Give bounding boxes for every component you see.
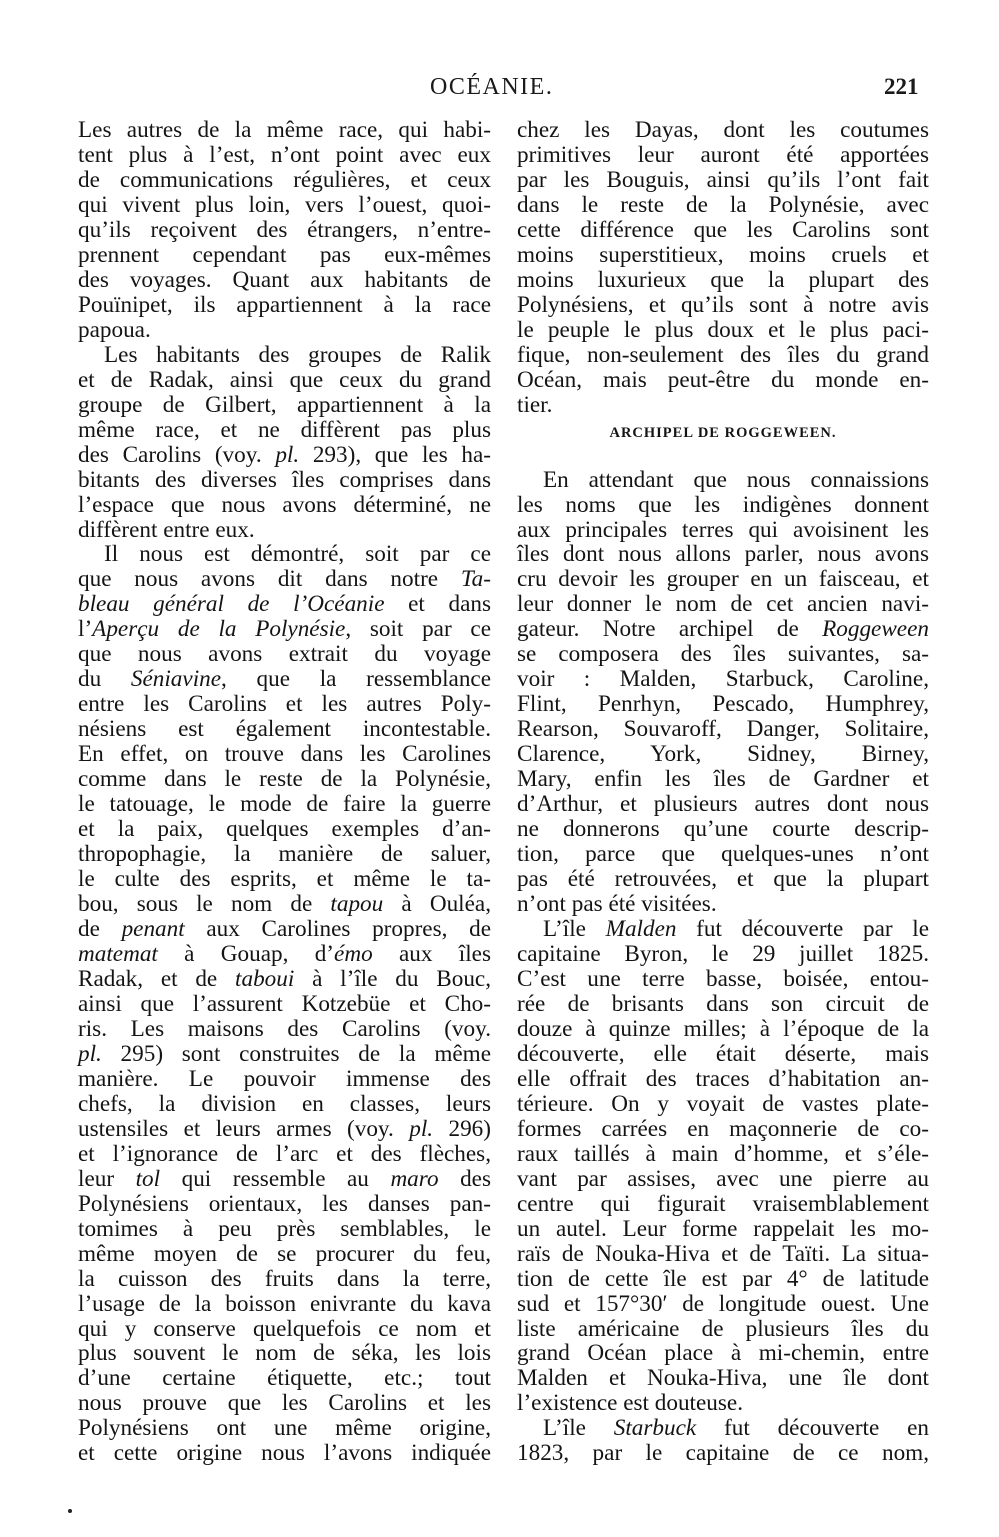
text-line: cette différence que les Carolins sont <box>517 216 929 243</box>
text-line: d’Arthur, et plusieurs autres dont nous <box>517 791 929 818</box>
text-line <box>78 1042 491 1067</box>
text-run: fut découverte en <box>696 1415 929 1442</box>
text-run: , que la ressemblance <box>221 666 492 693</box>
text-line: Mary, enfin les îles de Gardner et <box>517 766 929 793</box>
text-line <box>517 617 929 642</box>
text-line: qui vivent plus loin, vers l’ouest, quoi- <box>78 191 491 218</box>
text-line <box>517 1416 929 1441</box>
text-line: dans le reste de la Polynésie, avec <box>517 191 929 218</box>
italic-run: penant <box>121 916 185 942</box>
text-line: que nous avons extrait du voyage <box>78 641 491 668</box>
text-line: groupe de Gilbert, appartiennent à la <box>78 391 491 418</box>
text-line: 1823, par le capitaine de ce nom, <box>517 1440 929 1467</box>
text-line: Pouïnipet, ils appartiennent à la race <box>78 291 491 318</box>
italic-run: pl. <box>275 441 300 468</box>
page-number: 221 <box>884 74 919 99</box>
text-line: nésiens est également incontestable. <box>78 716 491 743</box>
text-line: le tatouage, le mode de faire la guerre <box>78 791 491 818</box>
text-line: d’une certaine étiquette, etc.; tout <box>78 1365 491 1392</box>
text-line: prennent cependant pas eux-mêmes <box>78 241 491 268</box>
text-line <box>78 667 491 692</box>
text-line: moins luxurieux que la plupart des <box>517 266 929 293</box>
text-line: le culte des esprits, et même le ta- <box>78 866 491 893</box>
text-run: des <box>438 1165 491 1192</box>
text-run: L’île <box>543 916 606 942</box>
text-line: et l’ignorance de l’arc et des flèches, <box>78 1140 491 1167</box>
text-line: moins superstitieux, moins cruels et <box>517 241 929 268</box>
text-line <box>78 617 491 642</box>
text-run: 293), que les ha- <box>299 441 491 468</box>
text-line: îles dont nous allons parler, nous avons <box>517 541 929 568</box>
text-line: n’ont pas été visitées. <box>517 891 717 918</box>
text-line: voir : Malden, Starbuck, Caroline, <box>517 666 929 693</box>
text-line: formes carrées en maçonnerie de co- <box>517 1115 929 1142</box>
text-run: fut découverte par le <box>676 916 929 942</box>
text-line: chefs, la division en classes, leurs <box>78 1090 491 1117</box>
spacer <box>517 443 929 468</box>
italic-run: maro <box>390 1165 439 1192</box>
text-line: des voyages. Quant aux habitants de <box>78 266 491 293</box>
text-line: chez les Dayas, dont les coutumes <box>517 117 929 143</box>
text-line: se composera des îles suivantes, sa- <box>517 641 929 668</box>
text-run: gateur. Notre archipel de <box>517 616 823 643</box>
right-column <box>517 118 929 1466</box>
text-line: et la paix, quelques exemples d’an- <box>78 816 491 843</box>
text-line <box>78 917 491 942</box>
italic-run: bleau général de l’Océanie <box>78 591 385 618</box>
text-line: rée de brisants dans son circuit de <box>517 990 929 1017</box>
text-run: qui ressemble au <box>160 1165 391 1192</box>
running-title: OCÉANIE. <box>430 74 554 100</box>
text-line: Polynésiens orientaux, les danses pan- <box>78 1190 491 1217</box>
text-line: un autel. Leur forme rappelait les mo- <box>517 1215 929 1242</box>
text-line <box>78 1167 491 1192</box>
text-line: capitaine Byron, le 29 juillet 1825. <box>517 940 929 967</box>
text-line: les noms que les indigènes donnent <box>517 491 929 518</box>
text-line: le peuple le plus doux et le plus paci- <box>517 316 929 343</box>
text-line: diffèrent entre eux. <box>78 516 255 543</box>
text-line: Flint, Penrhyn, Pescado, Humphrey, <box>517 691 929 718</box>
text-line: ne donnerons qu’une courte descrip- <box>517 816 929 843</box>
text-line: aux principales terres qui avoisinent les <box>517 516 929 543</box>
text-line: et cette origine nous l’avons indiquée <box>78 1440 491 1467</box>
italic-run: tapou <box>330 891 384 918</box>
italic-run: Roggeween <box>822 616 929 643</box>
text-line: primitives leur auront été apportées <box>517 141 929 168</box>
text-run: à Gouap, d’ <box>157 940 335 967</box>
text-line: qui y conserve quelquefois ce nom et <box>78 1315 491 1342</box>
text-line: elle offrait des traces d’habitation an- <box>517 1065 929 1092</box>
text-line: raux taillés à main d’homme, et s’éle- <box>517 1140 929 1167</box>
text-line: Malden et Nouka-Hiva, une île dont <box>517 1365 929 1392</box>
text-line: la cuisson des fruits dans la terre, <box>78 1265 491 1292</box>
section-heading-line <box>517 418 929 443</box>
text-run: bou, sous le nom de <box>78 891 331 918</box>
italic-run: taboui <box>235 965 295 992</box>
text-line: tent plus à l’est, n’ont point avec eux <box>78 141 491 168</box>
text-line: Clarence, York, Sidney, Birney, <box>517 741 929 768</box>
text-line: comme dans le reste de la Polynésie, <box>78 766 491 793</box>
italic-run: pl. <box>409 1115 434 1142</box>
text-run: et dans <box>384 591 491 618</box>
text-line: sud et 157°30′ de longitude ouest. Une <box>517 1290 929 1317</box>
text-line: Les habitants des groupes de Ralik <box>104 341 491 368</box>
text-line: nous prouve que les Carolins et les <box>78 1390 491 1417</box>
text-run: du <box>78 666 131 693</box>
text-line: raïs de Nouka-Hiva et de Taïti. La situa- <box>517 1240 929 1267</box>
text-line: fique, non-seulement des îles du grand <box>517 341 929 368</box>
text-line <box>78 967 491 992</box>
italic-run: Ta- <box>460 566 491 593</box>
text-line <box>78 592 491 617</box>
text-line: leur donner le nom de cet ancien navi- <box>517 591 929 618</box>
text-line: Océan, mais peut-être du monde en- <box>517 366 929 393</box>
text-run: leur <box>78 1165 136 1192</box>
text-run: ustensiles et leurs armes (voy. <box>78 1115 410 1142</box>
text-line: plus souvent le nom de séka, les lois <box>78 1340 491 1367</box>
text-line <box>78 942 491 967</box>
text-line: et de Radak, ainsi que ceux du grand <box>78 366 491 393</box>
italic-run: Starbuck <box>613 1415 697 1442</box>
italic-run: émo <box>334 940 373 967</box>
text-line: Il nous est démontré, soit par ce <box>104 541 491 568</box>
italic-run: Malden <box>605 916 677 942</box>
text-line <box>78 892 491 917</box>
text-line: grand Océan place à mi-chemin, entre <box>517 1340 929 1367</box>
text-line <box>78 1117 491 1142</box>
text-run: aux îles <box>372 940 491 967</box>
text-line: térieure. On y voyait de vastes plate- <box>517 1090 929 1117</box>
text-line: même race, et ne diffèrent pas plus <box>78 416 491 443</box>
text-line: Rearson, Souvaroff, Danger, Solitaire, <box>517 716 929 743</box>
text-line: En attendant que nous connaissions <box>543 466 929 493</box>
text-line: liste américaine de plusieurs îles du <box>517 1315 929 1342</box>
text-line: tier. <box>517 391 553 418</box>
text-run: Radak, et de <box>78 965 236 992</box>
text-line: ainsi que l’assurent Kotzebüe et Cho- <box>78 990 491 1017</box>
text-line: même moyen de se procurer du feu, <box>78 1240 491 1267</box>
italic-run: Aperçu de la Polynésie <box>92 616 346 643</box>
text-line: En effet, on trouve dans les Carolines <box>78 741 491 768</box>
text-run: L’île <box>543 1415 614 1442</box>
text-line: papoua. <box>78 316 151 343</box>
text-line: qu’ils reçoivent des étrangers, n’entre- <box>78 216 491 243</box>
text-line: entre les Carolins et les autres Poly- <box>78 691 491 718</box>
text-line: tion de cette île est par 4° de latitude <box>517 1265 929 1292</box>
text-run: de <box>78 916 122 942</box>
text-line: cru devoir les grouper en un faisceau, et <box>517 566 929 593</box>
text-run: des Carolins (voy. <box>78 441 276 468</box>
text-run: , soit par ce <box>345 616 491 643</box>
text-line: découverte, elle était déserte, mais <box>517 1040 929 1067</box>
text-line: par les Bouguis, ainsi qu’ils l’ont fait <box>517 166 929 193</box>
text-line: Les autres de la même race, qui habi- <box>78 117 491 143</box>
text-run: aux Carolines propres, de <box>184 916 491 942</box>
text-run: à Ouléa, <box>383 891 491 918</box>
text-line: tomimes à peu près semblables, le <box>78 1215 491 1242</box>
text-line: centre qui figurait vraisemblablement <box>517 1190 929 1217</box>
text-line: douze à quinze milles; à l’époque de la <box>517 1015 929 1042</box>
text-line: de communications régulières, et ceux <box>78 166 491 193</box>
text-line: l’existence est douteuse. <box>517 1390 743 1417</box>
text-line: thropophagie, la manière de saluer, <box>78 841 491 868</box>
italic-run: pl. <box>78 1040 102 1067</box>
text-line: manière. Le pouvoir immense des <box>78 1065 491 1092</box>
text-line: bitants des diverses îles comprises dans <box>78 466 491 493</box>
scan-speck <box>68 1509 72 1513</box>
text-line: Polynésiens ont une même origine, <box>78 1415 491 1442</box>
text-run: que nous avons dit dans notre <box>78 566 461 593</box>
text-run: 296) <box>433 1115 491 1142</box>
text-line: ris. Les maisons des Carolins (voy. <box>78 1015 491 1042</box>
section-heading: ARCHIPEL DE ROGGEWEEN. <box>609 424 837 441</box>
italic-run: Séniavine <box>130 666 222 693</box>
text-line: pas été retrouvées, et que la plupart <box>517 866 929 893</box>
text-run: 295) sont construites de la même <box>101 1040 491 1067</box>
text-line <box>517 917 929 942</box>
text-run: l’ <box>78 616 93 643</box>
text-line: C’est une terre basse, boisée, entou- <box>517 965 929 992</box>
text-line: l’usage de la boisson enivrante du kava <box>78 1290 491 1317</box>
text-line: vant par assises, avec une pierre au <box>517 1165 929 1192</box>
running-head <box>0 74 999 104</box>
text-line: Polynésiens, et qu’ils sont à notre avis <box>517 291 929 318</box>
text-line: l’espace que nous avons déterminé, ne <box>78 491 491 518</box>
left-column <box>78 118 491 1466</box>
text-line: tion, parce que quelques-unes n’ont <box>517 841 929 868</box>
text-line <box>78 443 491 468</box>
text-run: à l’île du Bouc, <box>294 965 492 992</box>
italic-run: tol <box>135 1165 161 1192</box>
text-line <box>78 567 491 592</box>
italic-run: matemat <box>78 940 158 967</box>
